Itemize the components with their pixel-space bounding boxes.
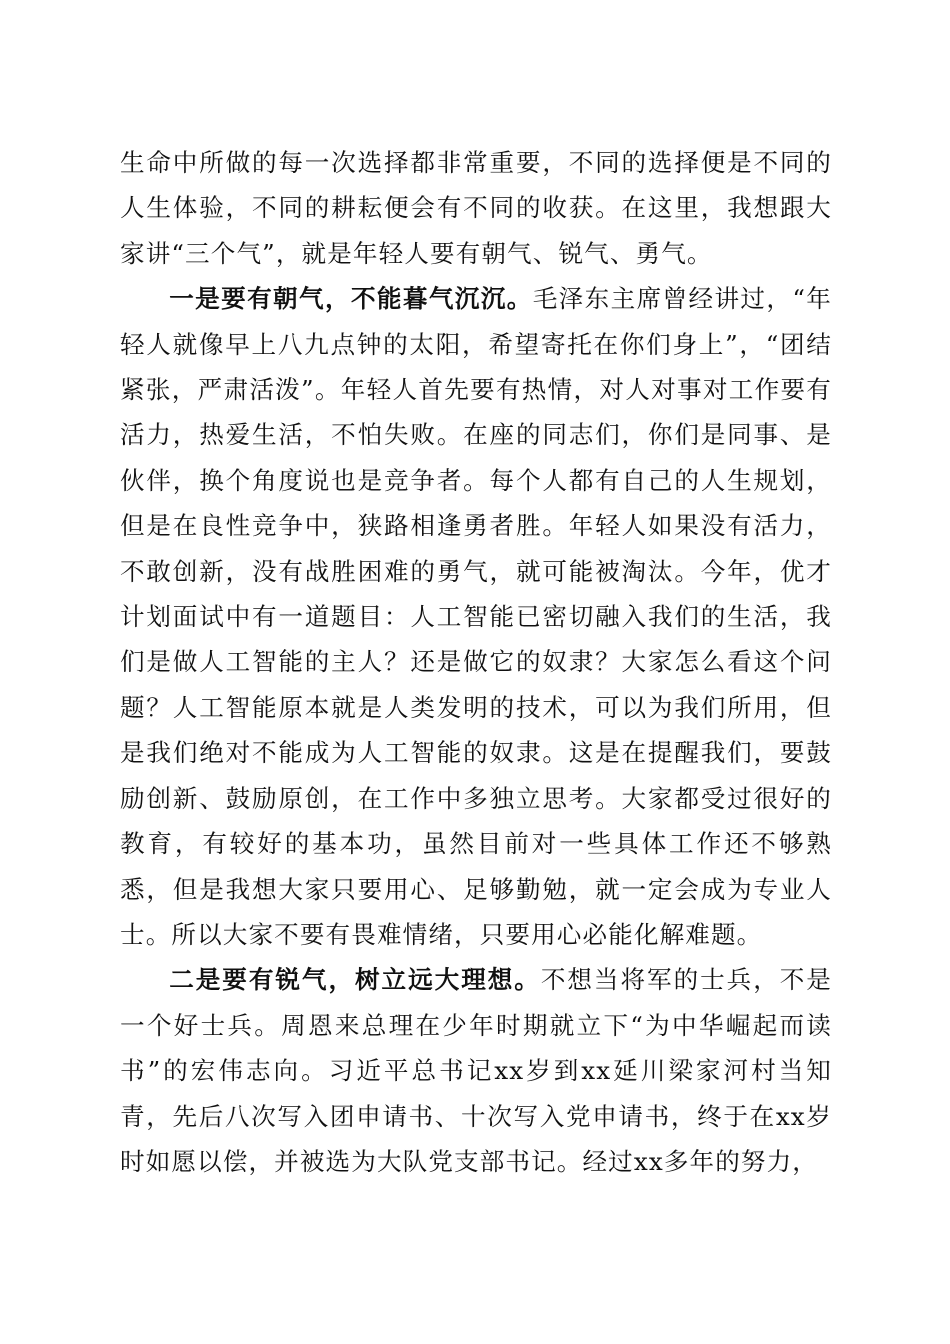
paragraph-text: 毛泽东主席曾经讲过，“年轻人就像早上八九点钟的太阳，希望寄托在你们身上”，“团结紧张，严肃活泼”。年轻人首先要有热情，对人对事对工作要有活力，热爱生活，不怕失败。在座的同志们，你们是同事、是伙伴，换个角度说也是竞争者。每个人都有自己的人生规划，但是在良性竞争中，狭路相逢勇者胜。年轻人如果没有活力，不敢创新，没有战胜困难的勇气，就可能被淘汰。今年，优才计划面试中有一道题目：人工智能已密切融入我们的生活，我们是做人工智能的主人？还是做它的奴隶？大家怎么看这个问题？人工智能原本就是人类发明的技术，可以为我们所用，但是我们绝对不能成为人工智能的奴隶。这是在提醒我们，要鼓励创新、鼓励原创，在工作中多独立思考。大家都受过很好的教育，有较好的基本功，虽然目前对一些具体工作还不够熟悉，但是我想大家只要用心、足够勤勉，就一定会成为专业人士。所以大家不要有畏难情绪，只要用心必能化解难题。 <box>120 284 832 949</box>
paragraph-vigor <box>120 276 832 957</box>
paragraph-intro <box>120 140 832 276</box>
paragraph-text: 不想当将军的士兵，不是一个好士兵。周恩来总理在少年时期就立下“为中华崛起而读书”的宏伟志向。习近平总书记xx岁到xx延川梁家河村当知青，先后八次写入团申请书、十次写入党申请书，终于在xx岁时如愿以偿，并被选为大队党支部书记。经过xx多年的努力， <box>120 965 832 1176</box>
paragraph-lead: 一是要有朝气，不能暮气沉沉。 <box>169 284 533 314</box>
paragraph-ambition <box>120 957 832 1184</box>
paragraph-lead: 二是要有锐气，树立远大理想。 <box>169 965 541 995</box>
paragraph-text: 生命中所做的每一次选择都非常重要，不同的选择便是不同的人生体验，不同的耕耘便会有不同的收获。在这里，我想跟大家讲“三个气”，就是年轻人要有朝气、锐气、勇气。 <box>120 148 832 268</box>
document-body <box>120 140 832 1184</box>
